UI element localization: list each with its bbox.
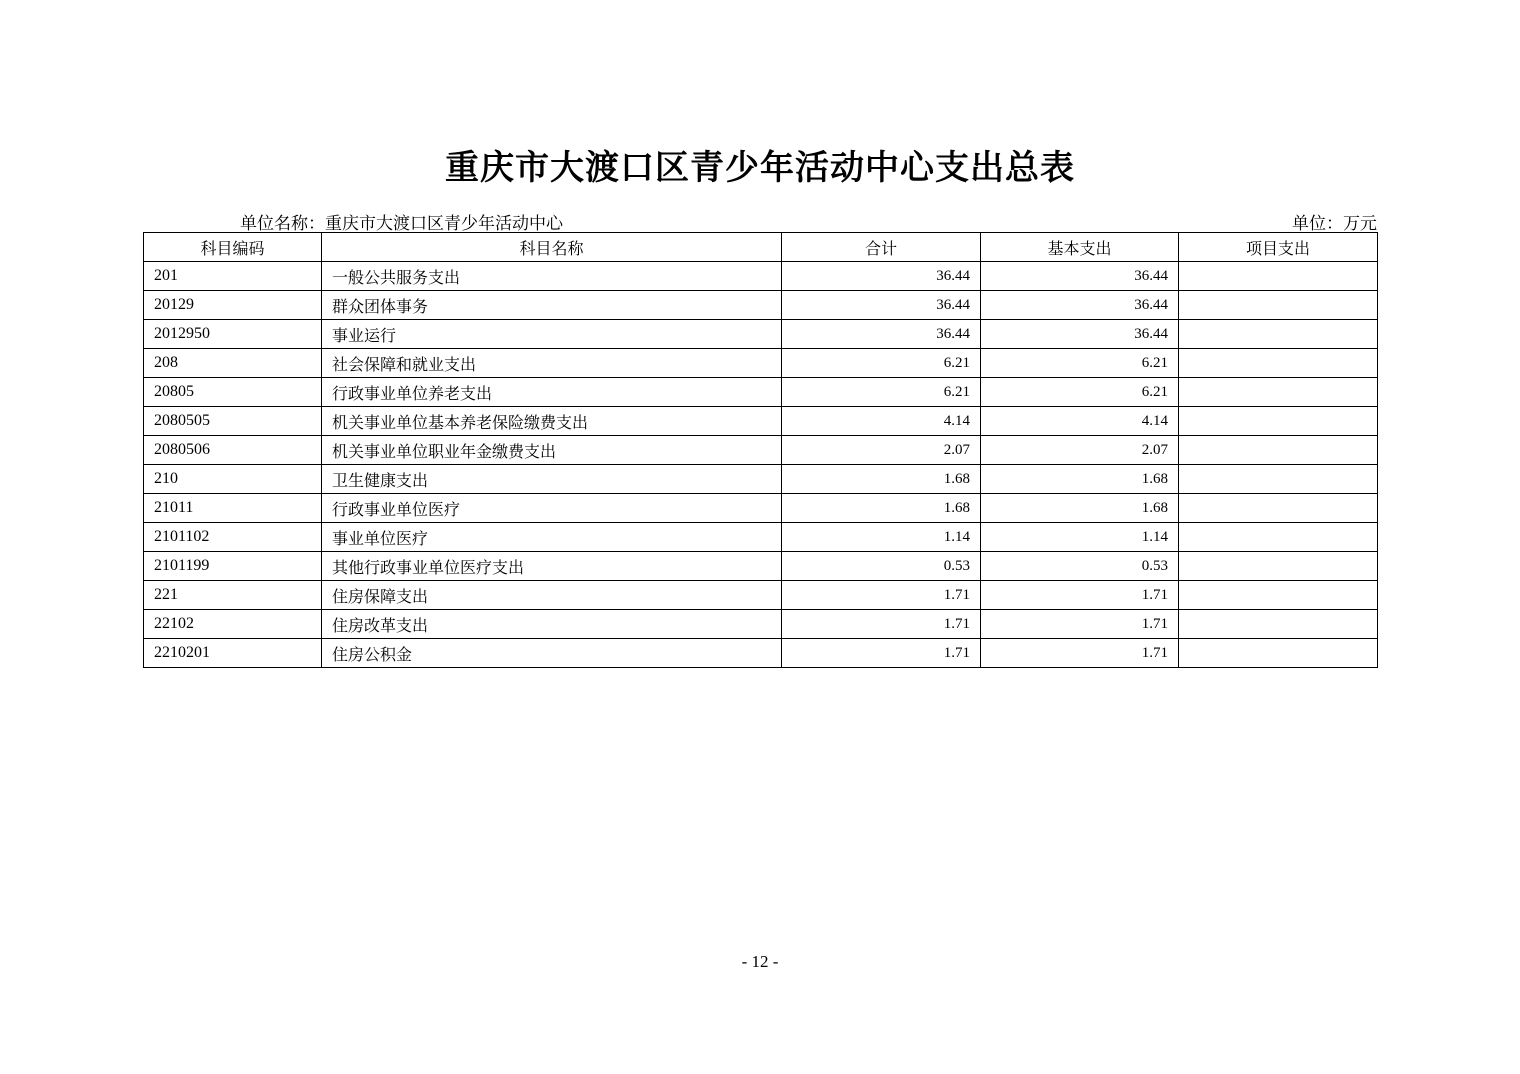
- cell-name: 住房公积金: [322, 639, 782, 668]
- table-row: [144, 262, 1378, 291]
- table-row: [144, 378, 1378, 407]
- header-code: 科目编码: [144, 233, 322, 262]
- table-row: [144, 291, 1378, 320]
- cell-code: 22102: [144, 610, 322, 639]
- cell-project: [1179, 291, 1378, 320]
- cell-basic: 2.07: [981, 436, 1179, 465]
- table-row: [144, 523, 1378, 552]
- cell-total: 1.68: [782, 465, 981, 494]
- table-row: [144, 465, 1378, 494]
- header-total: 合计: [782, 233, 981, 262]
- unit-label: 单位：万元: [1292, 214, 1377, 234]
- cell-project: [1179, 436, 1378, 465]
- cell-name: 住房改革支出: [322, 610, 782, 639]
- cell-project: [1179, 407, 1378, 436]
- cell-basic: 0.53: [981, 552, 1179, 581]
- cell-basic: 1.14: [981, 523, 1179, 552]
- cell-name: 机关事业单位基本养老保险缴费支出: [322, 407, 782, 436]
- table-row: [144, 552, 1378, 581]
- table-row: [144, 407, 1378, 436]
- unit-name-label: 单位名称：重庆市大渡口区青少年活动中心: [240, 214, 563, 234]
- cell-name: 社会保障和就业支出: [322, 349, 782, 378]
- cell-basic: 36.44: [981, 291, 1179, 320]
- table-row: [144, 610, 1378, 639]
- cell-total: 36.44: [782, 291, 981, 320]
- cell-total: 1.71: [782, 639, 981, 668]
- table-row: [144, 494, 1378, 523]
- cell-code: 2080506: [144, 436, 322, 465]
- cell-total: 6.21: [782, 378, 981, 407]
- page-title: 重庆市大渡口区青少年活动中心支出总表: [445, 148, 1075, 188]
- cell-total: 1.71: [782, 610, 981, 639]
- cell-basic: 1.68: [981, 494, 1179, 523]
- cell-code: 2080505: [144, 407, 322, 436]
- cell-project: [1179, 465, 1378, 494]
- header-project: 项目支出: [1179, 233, 1378, 262]
- cell-name: 行政事业单位医疗: [322, 494, 782, 523]
- cell-total: 4.14: [782, 407, 981, 436]
- cell-total: 36.44: [782, 262, 981, 291]
- cell-project: [1179, 378, 1378, 407]
- cell-code: 208: [144, 349, 322, 378]
- cell-project: [1179, 639, 1378, 668]
- cell-code: 2101199: [144, 552, 322, 581]
- table-row: [144, 581, 1378, 610]
- cell-total: 36.44: [782, 320, 981, 349]
- cell-total: 6.21: [782, 349, 981, 378]
- cell-code: 221: [144, 581, 322, 610]
- cell-name: 机关事业单位职业年金缴费支出: [322, 436, 782, 465]
- cell-basic: 1.71: [981, 610, 1179, 639]
- cell-total: 1.68: [782, 494, 981, 523]
- cell-total: 0.53: [782, 552, 981, 581]
- cell-name: 事业单位医疗: [322, 523, 782, 552]
- cell-project: [1179, 581, 1378, 610]
- page-number: - 12 -: [741, 952, 779, 971]
- cell-code: 20129: [144, 291, 322, 320]
- cell-code: 2210201: [144, 639, 322, 668]
- cell-name: 住房保障支出: [322, 581, 782, 610]
- cell-basic: 1.71: [981, 581, 1179, 610]
- cell-code: 201: [144, 262, 322, 291]
- cell-project: [1179, 320, 1378, 349]
- cell-project: [1179, 523, 1378, 552]
- cell-project: [1179, 610, 1378, 639]
- cell-total: 1.14: [782, 523, 981, 552]
- cell-total: 2.07: [782, 436, 981, 465]
- table-row: [144, 436, 1378, 465]
- cell-basic: 1.68: [981, 465, 1179, 494]
- cell-project: [1179, 552, 1378, 581]
- cell-code: 21011: [144, 494, 322, 523]
- header-basic: 基本支出: [981, 233, 1179, 262]
- cell-total: 1.71: [782, 581, 981, 610]
- cell-basic: 6.21: [981, 378, 1179, 407]
- cell-name: 事业运行: [322, 320, 782, 349]
- cell-name: 其他行政事业单位医疗支出: [322, 552, 782, 581]
- table-body: [144, 262, 1378, 668]
- cell-name: 群众团体事务: [322, 291, 782, 320]
- cell-code: 210: [144, 465, 322, 494]
- cell-code: 20805: [144, 378, 322, 407]
- cell-name: 行政事业单位养老支出: [322, 378, 782, 407]
- cell-project: [1179, 494, 1378, 523]
- table-row: [144, 639, 1378, 668]
- cell-basic: 36.44: [981, 262, 1179, 291]
- table-row: [144, 320, 1378, 349]
- cell-project: [1179, 262, 1378, 291]
- table-row: [144, 349, 1378, 378]
- header-name: 科目名称: [322, 233, 782, 262]
- cell-project: [1179, 349, 1378, 378]
- header-row: [144, 233, 1378, 262]
- cell-code: 2012950: [144, 320, 322, 349]
- cell-basic: 1.71: [981, 639, 1179, 668]
- expenditure-table: [143, 232, 1378, 668]
- cell-name: 一般公共服务支出: [322, 262, 782, 291]
- cell-code: 2101102: [144, 523, 322, 552]
- cell-basic: 36.44: [981, 320, 1179, 349]
- cell-basic: 6.21: [981, 349, 1179, 378]
- cell-name: 卫生健康支出: [322, 465, 782, 494]
- cell-basic: 4.14: [981, 407, 1179, 436]
- table-header: [144, 233, 1378, 262]
